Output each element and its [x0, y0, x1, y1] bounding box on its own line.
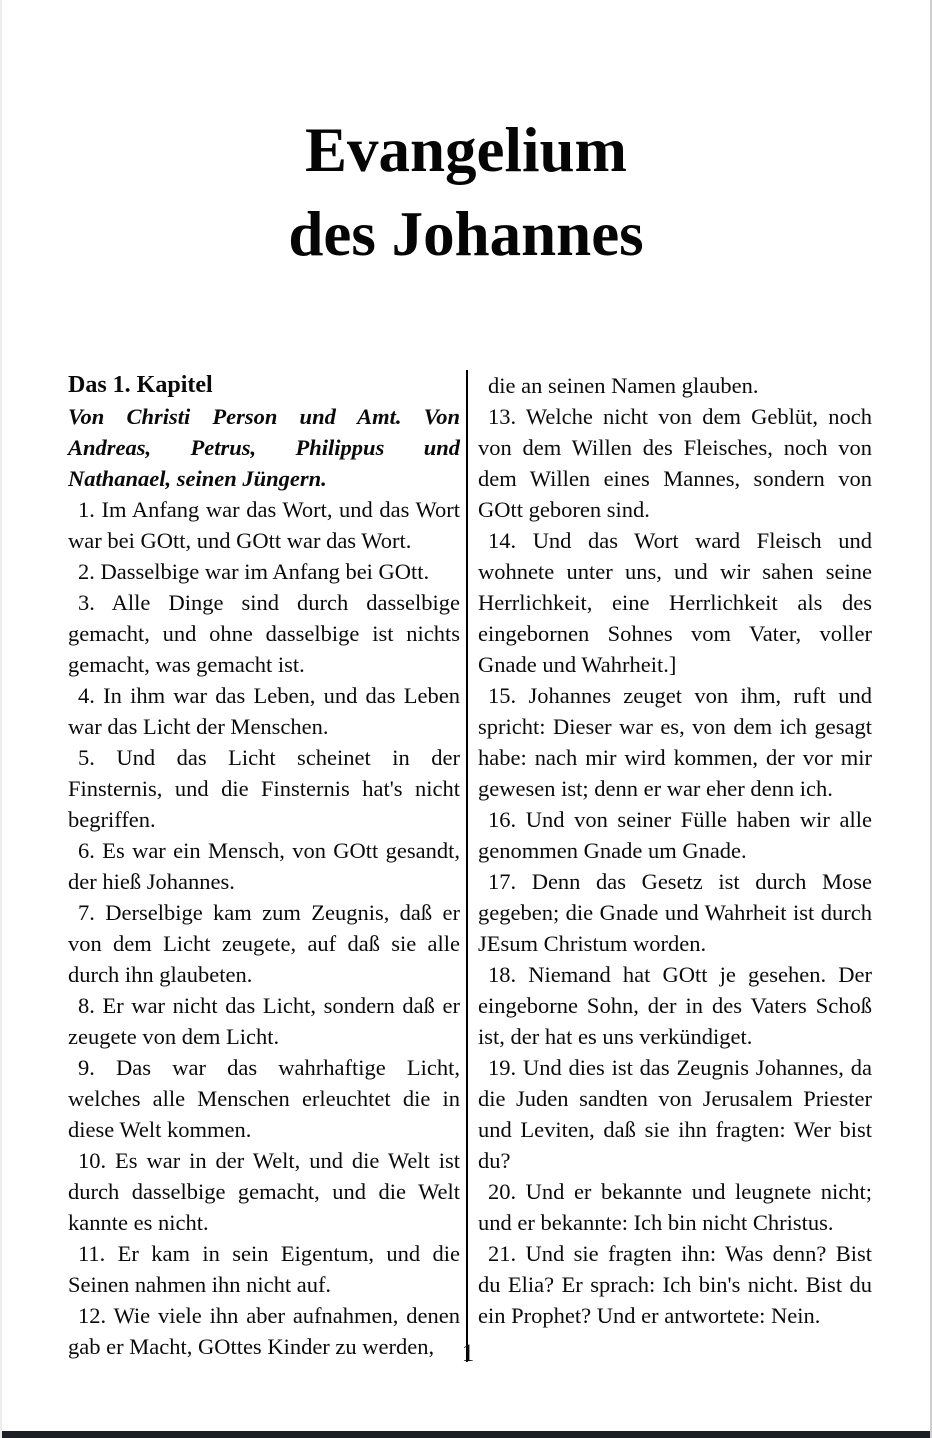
book-title-line1: Evangelium: [304, 115, 628, 185]
verse-paragraph: 8. Er war nicht das Licht, sondern daß er zeugete von dem Licht.: [68, 993, 460, 1049]
column-divider-rule: [466, 370, 468, 1362]
verse-paragraph: 1. Im Anfang war das Wort, und das Wort war bei GOtt, und GOtt war das Wort.: [68, 497, 460, 553]
verse-paragraph: 16. Und von seiner Fülle haben wir alle genommen Gnade um Gnade.: [478, 807, 872, 863]
verse-paragraph: die an seinen Namen glauben.: [488, 373, 759, 398]
two-column-text: [68, 370, 874, 1362]
chapter-summary: Von Christi Person und Amt. Von Andreas, Petrus, Philippus und Nathanael, seinen Jüngern.: [68, 404, 460, 491]
left-column: [68, 370, 460, 1362]
verse-paragraph: 17. Denn das Gesetz ist durch Mose gegeben; die Gnade und Wahrheit ist durch JEsum Christum worden.: [478, 869, 872, 956]
verse-paragraph: 3. Alle Dinge sind durch dasselbige gemacht, und ohne dasselbige ist nichts gemacht, was gemacht ist.: [68, 590, 460, 677]
verse-paragraph: 13. Welche nicht von dem Geblüt, noch von dem Willen des Fleisches, noch von dem Willen eines Mannes, sondern von GOtt geboren sind.: [478, 404, 872, 522]
verse-paragraph: 14. Und das Wort ward Fleisch und wohnete unter uns, und wir sahen seine Herrlichkeit, eine Herrlichkeit als des eingebornen Sohnes vom Vater, voller Gnade und Wahrheit.]: [478, 528, 872, 677]
verse-paragraph: 10. Es war in der Welt, und die Welt ist durch dasselbige gemacht, und die Welt kannte es nicht.: [68, 1148, 460, 1235]
bottom-viewport-edge: [0, 1431, 932, 1438]
verse-paragraph: 21. Und sie fragten ihn: Was denn? Bist du Elia? Er sprach: Ich bin's nicht. Bist du ein Prophet? Und er antwortete: Nein.: [478, 1241, 872, 1328]
book-title: [2, 108, 930, 276]
verse-paragraph: 11. Er kam in sein Eigentum, und die Seinen nahmen ihn nicht auf.: [68, 1241, 460, 1297]
verse-paragraph: 19. Und dies ist das Zeugnis Johannes, da die Juden sandten von Jerusalem Priester und Leviten, daß sie ihn fragten: Wer bist du?: [478, 1055, 872, 1173]
right-column: [478, 370, 872, 1362]
verse-paragraph: 9. Das war das wahrhaftige Licht, welches alle Menschen erleuchtet die in diese Welt kommen.: [68, 1055, 460, 1142]
left-column-verses: [68, 494, 460, 1362]
verse-paragraph: 18. Niemand hat GOtt je gesehen. Der eingeborne Sohn, der in des Vaters Schoß ist, der hat es uns verkündiget.: [478, 962, 872, 1049]
verse-paragraph: 5. Und das Licht scheinet in der Finsternis, und die Finsternis hat's nicht begriffen.: [68, 745, 460, 832]
verse-paragraph: 15. Johannes zeuget von ihm, ruft und spricht: Dieser war es, von dem ich gesagt habe: nach mir wird kommen, der vor mir gewesen ist; denn er war eher denn ich.: [478, 683, 872, 801]
verse-paragraph: 12. Wie viele ihn aber aufnahmen, denen gab er Macht, GOttes Kinder zu werden,: [68, 1303, 460, 1359]
verse-paragraph: 2. Dasselbige war im Anfang bei GOtt.: [78, 559, 430, 584]
page-number: 1: [461, 1340, 475, 1367]
verse-paragraph: 20. Und er bekannte und leugnete nicht; und er bekannte: Ich bin nicht Christus.: [478, 1179, 872, 1235]
verse-paragraph: 6. Es war ein Mensch, von GOtt gesandt, der hieß Johannes.: [68, 838, 460, 894]
right-column-verses: [478, 370, 872, 1331]
book-title-line2: des Johannes: [288, 199, 644, 269]
verse-paragraph: 4. In ihm war das Leben, und das Leben war das Licht der Menschen.: [68, 683, 460, 739]
chapter-heading: Das 1. Kapitel: [68, 372, 213, 398]
verse-paragraph: 7. Derselbige kam zum Zeugnis, daß er von dem Licht zeugete, auf daß sie alle durch ihn glaubeten.: [68, 900, 460, 987]
